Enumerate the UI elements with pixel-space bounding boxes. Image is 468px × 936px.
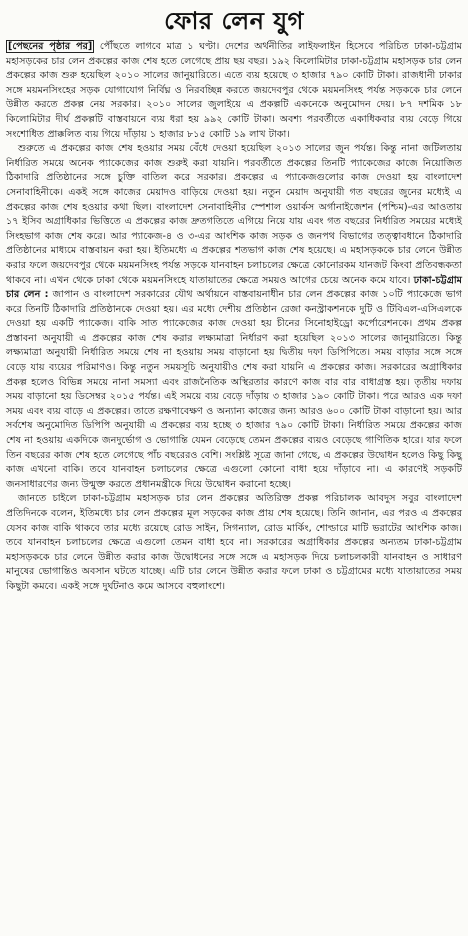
paragraph-1 — [6, 40, 462, 142]
continued-from-tag: [পেছনের পৃষ্ঠার পর] — [8, 41, 93, 52]
paragraph-2 — [6, 142, 462, 492]
subhead-dhaka-chattogram: ঢাকা-চট্টগ্রাম চার লেন : — [6, 274, 463, 301]
paragraph-4 — [6, 492, 462, 594]
headline: ফোর লেন যুগ — [164, 7, 304, 35]
paragraph-4-text: জানতে চাইলে ঢাকা-চট্টগ্রাম মহাসড়ক চার লেন প্রকল্পের অতিরিক্ত প্রকল্প পরিচালক আবদুস সবুর বাংলাদেশ প্রতিদিনকে বলেন, ইতিমধ্যে চার লেন প্রকল্পের মূল সড়কের কাজ প্রায় শেষ হয়েছে। তিনি জানান, এর পরও এ প্রকল্পের যেসব কাজ বাকি থাকবে তার মধ্যে রয়েছে রোড সাইন, সিগন্যাল, রোড মার্কিং, শোল্ডারে মাটি ভরাটের আংশিক কাজ। তবে যানবাহন চলাচলের ক্ষেত্রে এগুলো তেমন বাধা হবে না। সরকারের অগ্রাধিকার প্রকল্পের অন্যতম ঢাকা-চট্টগ্রাম মহাসড়ককে চার লেনে উন্নীত করার কাজ উদ্বোধনের সঙ্গে সঙ্গে এ মহাসড়ক দিয়ে চলাচলকারী যানবাহন ও সাধারণ মানুষের ভোগান্তিও অবসান ঘটতে যাচ্ছে। এটি চার লেনে উন্নীত করার ফলে ঢাকা ও চট্টগ্রামের মধ্যে যাতায়াতের সময় কিছুটা কমবে। একই সঙ্গে দুর্ঘটনাও কমে আসবে বহুলাংশে। — [6, 493, 462, 592]
paragraph-1-text: পৌঁছতে লাগবে মাত্র ১ ঘণ্টা। দেশের অর্থনীতির লাইফলাইন হিসেবে পরিচিত ঢাকা-চট্টগ্রাম মহাসড়কের চার লেন প্রকল্পের কাজ শেষ হতে লেগেছে প্রায় ছয় বছর। ১৯২ কিলোমিটার ঢাকা-চট্টগ্রাম মহাসড়ক চার লেন প্রকল্পের কাজ শুরু হয়েছিল ২০১০ সালের জানুয়ারিতে। এতে ব্যয় হয়েছে ৩ হাজার ৭৯০ কোটি টাকা। রাজধানী ঢাকার সঙ্গে ময়মনসিংহের সড়ক যোগাযোগ নির্বিঘ্ন ও নিরবচ্ছিন্ন করতে জয়দেবপুর থেকে ময়মনসিংহ পর্যন্ত সড়ককে চার লেনে উন্নীত করতে প্রকল্প নেয় সরকার। ২০১০ সালের জুলাইয়ে এ প্রকল্পটি একনেকে অনুমোদন দেয়। ৮৭ দশমিক ১৮ কিলোমিটার দীর্ঘ প্রকল্পটি বাস্তবায়নে ব্যয় ধরা হয় ৯৯২ কোটি টাকা। অবশ্য পরবর্তীতে একাধিকবার ব্যয় বেড়ে গিয়ে সংশোধিত প্রাক্কলিত ব্যয় গিয়ে দাঁড়ায় ১ হাজার ৮১৫ কোটি ১৯ লাখ টাকা। — [6, 41, 463, 140]
paragraph-3-text: জাপান ও বাংলাদেশ সরকারের যৌথ অর্থায়নে বাস্তবায়নাধীন চার লেন প্রকল্পের কাজ ১০টি প্যাকেজে ভাগ করে তিনটি ঠিকাদারি প্রতিষ্ঠানকে দেওয়া হয়। এর মধ্যে দেশীয় প্রতিষ্ঠান রেজা কনস্ট্রাকশনকে দুটি ও টিবিএল-এসিএলকে দেওয়া হয় একটি প্যাকেজ। বাকি সাত প্যাকেজের কাজ দেওয়া হয় চীনের সিনোহাইড্রো কর্পোরেশনকে। প্রথম প্রকল্প প্রস্তাবনা অনুযায়ী এ প্রকল্পের কাজ শেষ করার লক্ষ্যমাত্রা নির্ধারণ করা হয়েছিল ২০১৩ সালের জানুয়ারিতে। কিন্তু লক্ষ্যমাত্রা অনুযায়ী নির্ধারিত সময়ে শেষ না হওয়ায় সময় বাড়ানো হয় দ্বিতীয় দফা ডিপিপিতে। সময় বাড়ার সঙ্গে সঙ্গে বেড়ে যায় ব্যয়ের পরিমাণও। কিন্তু নতুন সময়সূচি অনুযায়ীও শেষ করা যায়নি এ প্রকল্পের কাজ। সরকারের অগ্রাধিকার প্রকল্প হলেও বিভিন্ন সময়ে নানা সমস্যা এবং রাজনৈতিক অস্থিরতার কারণে কাজ বার বার বাধাগ্রস্ত হয়। তৃতীয় দফায় সময় বাড়ানো হয় ডিসেম্বর ২০১৫ পর্যন্ত। এই সময়ে ব্যয় বেড়ে দাঁড়ায় ৩ হাজার ১৯০ কোটি টাকা। পরে আরও এক দফা সময় এবং ব্যয় বাড়ে এ প্রকল্পের। তাতে রক্ষণাবেক্ষণ ও অন্যান্য কাজের জন্য আরও ৬০০ কোটি টাকা বাড়ানো হয়। আর সর্বশেষ অনুমোদিত ডিপিপি অনুযায়ী এ প্রকল্পের ব্যয় হচ্ছে ৩ হাজার ৭৯০ কোটি টাকা। নির্ধারিত সময়ে প্রকল্পের কাজ শেষ না হওয়ায় একদিকে জনদুর্ভোগ ও ভোগান্তি যেমন বেড়েছে তেমন প্রকল্পের ব্যয়ও বেড়েছে গাণিতিক হারে। যার ফলে তিন বছরের কাজ শেষ হতে লেগেছে পাঁচ বছরেরও বেশি। সংশ্লিষ্ট সূত্রে জানা গেছে, এ প্রকল্পের উদ্বোধন হলেও কিছু কিছু কাজ এখনো বাকি। তবে যানবাহন চলাচলের ক্ষেত্রে এগুলো কোনো বাধা হয়ে দাঁড়াবে না। এ কারণেই সড়কটি জনসাধারণের জন্য উন্মুক্ত করতে প্রধানমন্ত্রীকে দিয়ে উদ্বোধন করানো হচ্ছে। — [6, 289, 463, 490]
paragraph-2-text: শুরুতে এ প্রকল্পের কাজ শেষ হওয়ার সময় বেঁধে দেওয়া হয়েছিল ২০১৩ সালের জুন পর্যন্ত। কিন্তু নানা জটিলতায় নির্ধারিত সময়ে অনেক প্যাকেজের কাজ শুরুই করা যায়নি। পরবর্তীতে প্রকল্পের তিনটি প্যাকেজের কাজে নিয়োজিত ঠিকাদারি প্রতিষ্ঠানের সঙ্গে চুক্তি বাতিল করে সরকার। প্রকল্পের এ প্যাকেজগুলোর কাজ দেওয়া হয় বাংলাদেশ সেনাবাহিনীকে। একই সঙ্গে কাজের মেয়াদও বাড়িয়ে দেওয়া হয়। নতুন মেয়াদ অনুযায়ী গত বছরের জুনের মধ্যেই এ প্রকল্পের কাজ শেষ হওয়ার কথা ছিল। বাংলাদেশ সেনাবাহিনীর স্পেশাল ওয়ার্কস অর্গানাইজেশন (পশ্চিম)-এর আওতায় ১৭ ইসিব অগ্রাধিকার ভিত্তিতে এ প্রকল্পের কাজ দ্রুতগতিতে এগিয়ে নিয়ে যায় এবং গত বছরের নির্ধারিত সময়ের মধ্যেই সিংহভাগ কাজ শেষ করে। আর প্যাকেজ-৪ ও ৩-এর আংশিক কাজ সড়ক ও জনপথ বিভাগের তত্ত্বাবধানে ঠিকাদারি প্রতিষ্ঠানের মাধ্যমে বাস্তবায়ন করা হয়। ইতিমধ্যে এ প্রকল্পের শতভাগ কাজ শেষ হয়েছে। এ মহাসড়ককে চার লেনে উন্নীত করার ফলে জয়দেবপুর থেকে ময়মনসিংহ পর্যন্ত সড়কে যানবাহন চলাচলের ক্ষেত্রে কোনোরকম যানজট কিংবা প্রতিবন্ধকতা থাকবে না। এখন থেকে ঢাকা থেকে ময়মনসিংহে যাতায়াতের ক্ষেত্রে সময়ও আগের চেয়ে অনেক কমে যাবে। — [6, 143, 462, 286]
